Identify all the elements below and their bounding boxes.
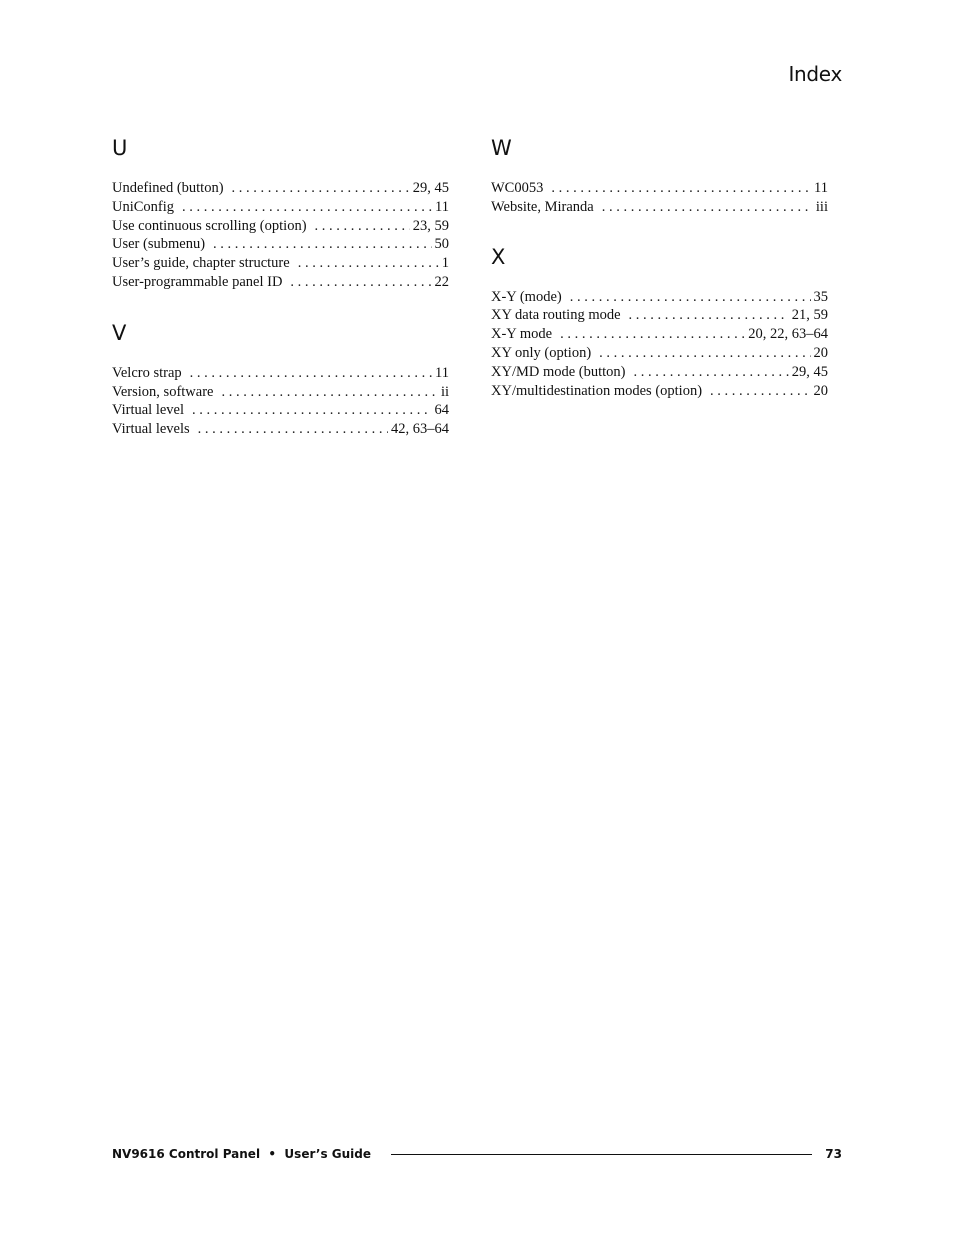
index-column-left xyxy=(112,134,449,439)
entry-pages: 1 xyxy=(441,255,449,272)
dot-leader xyxy=(198,420,388,439)
index-entry xyxy=(491,344,828,363)
dot-leader xyxy=(599,344,810,363)
dot-leader xyxy=(182,198,432,217)
entry-pages: 20, 22, 63–64 xyxy=(748,326,828,343)
footer-doc-title: NV9616 Control Panel • User’s Guide xyxy=(112,1147,371,1161)
entry-term: XY/multidestination modes (option) xyxy=(491,382,703,399)
entry-term: X-Y (mode) xyxy=(491,288,562,305)
entry-term: XY/MD mode (button) xyxy=(491,363,626,380)
entry-term: Website, Miranda xyxy=(491,198,594,215)
entry-pages: 22 xyxy=(434,273,449,290)
entry-term: User’s guide, chapter structure xyxy=(112,255,290,272)
entry-pages: 23, 59 xyxy=(412,217,449,234)
section-letter: X xyxy=(491,244,506,269)
index-entry xyxy=(112,198,449,217)
entry-term: UniConfig xyxy=(112,198,175,215)
index-entry xyxy=(112,254,449,273)
entry-pages: 64 xyxy=(434,402,449,419)
entry-pages: 50 xyxy=(434,236,449,253)
entry-pages: 11 xyxy=(435,364,449,381)
footer-rule xyxy=(391,1154,812,1155)
index-section-v xyxy=(112,319,449,439)
index-entry xyxy=(112,383,449,402)
index-entry xyxy=(112,420,449,439)
dot-leader xyxy=(213,235,431,254)
entry-term: X-Y mode xyxy=(491,326,553,343)
entry-pages: 29, 45 xyxy=(791,363,828,380)
entry-pages: 21, 59 xyxy=(791,307,828,324)
entry-pages: 11 xyxy=(435,198,449,215)
entry-term: User-programmable panel ID xyxy=(112,273,283,290)
page-header-title: Index xyxy=(788,62,842,86)
entry-pages: 20 xyxy=(813,344,828,361)
dot-leader xyxy=(290,273,431,292)
entry-term: Undefined (button) xyxy=(112,180,224,196)
entry-list xyxy=(491,288,828,401)
dot-leader xyxy=(602,198,813,217)
entry-term: WC0053 xyxy=(491,180,544,196)
index-entry xyxy=(491,288,828,307)
entry-pages: 29, 45 xyxy=(412,180,449,196)
dot-leader xyxy=(315,217,410,236)
dot-leader xyxy=(634,363,789,382)
index-entry xyxy=(112,364,449,383)
index-entry xyxy=(491,382,828,401)
dot-leader xyxy=(221,383,437,402)
entry-term: Use continuous scrolling (option) xyxy=(112,217,307,234)
dot-leader xyxy=(232,179,410,198)
index-entry xyxy=(112,401,449,420)
entry-term: Velcro strap xyxy=(112,364,182,381)
entry-pages: ii xyxy=(440,383,449,400)
index-entry xyxy=(112,179,449,198)
entry-pages: 42, 63–64 xyxy=(391,421,449,438)
dot-leader xyxy=(560,325,745,344)
entry-list xyxy=(112,364,449,439)
entry-pages: 11 xyxy=(814,180,828,196)
index-entry xyxy=(112,273,449,292)
index-column-right xyxy=(491,134,828,400)
entry-pages: iii xyxy=(815,198,828,215)
entry-term: Virtual level xyxy=(112,402,185,419)
entry-term: User (submenu) xyxy=(112,236,206,253)
index-entry xyxy=(491,325,828,344)
footer-page-number: 73 xyxy=(825,1147,842,1161)
index-entry xyxy=(112,217,449,236)
entry-term: XY data routing mode xyxy=(491,307,621,324)
section-letter: V xyxy=(112,320,127,345)
index-entry xyxy=(491,198,828,217)
index-entry xyxy=(491,179,828,198)
dot-leader xyxy=(629,306,789,325)
index-entry xyxy=(491,363,828,382)
entry-term: Virtual levels xyxy=(112,421,190,438)
section-letter: U xyxy=(112,136,128,160)
entry-term: Version, software xyxy=(112,383,214,400)
dot-leader xyxy=(298,254,439,273)
page-footer xyxy=(112,1144,842,1164)
dot-leader xyxy=(551,179,811,198)
entry-pages: 35 xyxy=(813,288,828,305)
index-entry xyxy=(112,235,449,254)
index-entry xyxy=(491,306,828,325)
entry-list xyxy=(112,179,449,292)
entry-pages: 20 xyxy=(813,382,828,399)
section-letter: W xyxy=(491,136,512,160)
index-section-x xyxy=(491,243,828,401)
entry-list xyxy=(491,179,828,217)
dot-leader xyxy=(190,364,432,383)
dot-leader xyxy=(192,401,431,420)
entry-term: XY only (option) xyxy=(491,344,592,361)
index-section-w xyxy=(491,134,828,217)
dot-leader xyxy=(710,382,810,401)
index-section-u xyxy=(112,134,449,292)
dot-leader xyxy=(570,288,811,307)
